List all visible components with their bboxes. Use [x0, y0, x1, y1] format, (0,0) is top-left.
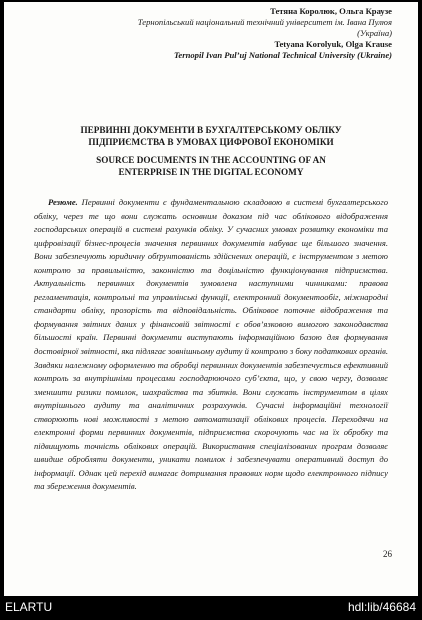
abstract-label: Резюме. [48, 197, 78, 207]
abstract-paragraph [34, 196, 388, 494]
authors-ua-country: (Україна) [357, 28, 392, 38]
authors-ua-names: Тетяна Королюк, Ольга Краузе [270, 6, 392, 16]
title-en [34, 155, 388, 178]
authors-en-names: Tetyana Korolyuk, Olga Krause [274, 39, 392, 49]
title-en-line2: ENTERPRISE IN THE DIGITAL ECONOMY [118, 166, 304, 177]
document-page [4, 2, 418, 596]
authors-en-affiliation: Ternopil Ivan Pul’uj National Technical University (Ukraine) [173, 50, 392, 60]
authors-en-block [174, 39, 392, 61]
title-ua [34, 125, 388, 148]
page-number: 26 [383, 549, 392, 559]
authors-ua-block [138, 6, 392, 39]
abstract-text: Первинні документи є фундаментальною складовою в системі бухгалтерського обліку, через те що вони служать основним доказом під час облікового відображення господарських операцій в системі рахунків обліку. У сучасних умовах розвитку економіки та цифровізації бізнес-процесів значення первинних документів набуває ще більшого значення. Вони забезпечують юридичну обґрунтованість здійснених операцій, є інструментом з метою контролю за правильністю, законністю та доцільністю функціонування підприємства. Актуальність первинних документів зумовлена наступними чинниками: правова регламентація, контрольні та управлінські функції, електронний документообіг, міжнародні стандарти обліку, прозорість та відповідальність. Обліковое поточне відображення та формування звітних даних у фінансовій звітності є обов’язковою вимогою законодавства більшості країн. Первинні документи виступають інформаційною базою для формування достовірної звітності, яка підлягає зовнішньому аудиту й контролю з боку податкових органів. Завдяки належному оформленню та обробці первинних документів забезпечується ефективний контроль за внутрішніми процесами господарюючого суб’єкта, що, у свою чергу, дозволяє зменшити ризики помилок, шахрайства та збитків. Вони служать інструментом в цілях внутрішнього аудиту та аналітичних розрахунків. Сучасні інформаційні технології створюють нові можливості з метою автоматизації облікових процесів. Переходячи на електронні форми первинних документів, підприємства скорочують час на їх обробку та підвищують точність облікових операцій. Використання спеціалізованих програм дозволяє швидше обробляти документи, уникати помилок і забезпечувати оперативний доступ до інформації. Однак цей перехід вимагає дотримання правових норм щодо електронного підпису та збереження документів. [34, 197, 388, 492]
footer-bar [0, 596, 422, 620]
title-en-line1: SOURCE DOCUMENTS IN THE ACCOUNTING OF AN [96, 155, 326, 165]
authors-ua-affiliation: Тернопільський національний технічний університет ім. Івана Пулюя [137, 17, 392, 27]
footer-handle: hdl:lib/46684 [347, 600, 416, 614]
title-ua-line2: ПІДПРИЄМСТВА В УМОВАХ ЦИФРОВОЇ ЕКОНОМІКИ [88, 136, 334, 147]
title-ua-line1: ПЕРВИННІ ДОКУМЕНТИ В БУХГАЛТЕРСЬКОМУ ОБЛІКУ [80, 125, 342, 135]
footer-repository-label: ELARTU [5, 600, 53, 614]
